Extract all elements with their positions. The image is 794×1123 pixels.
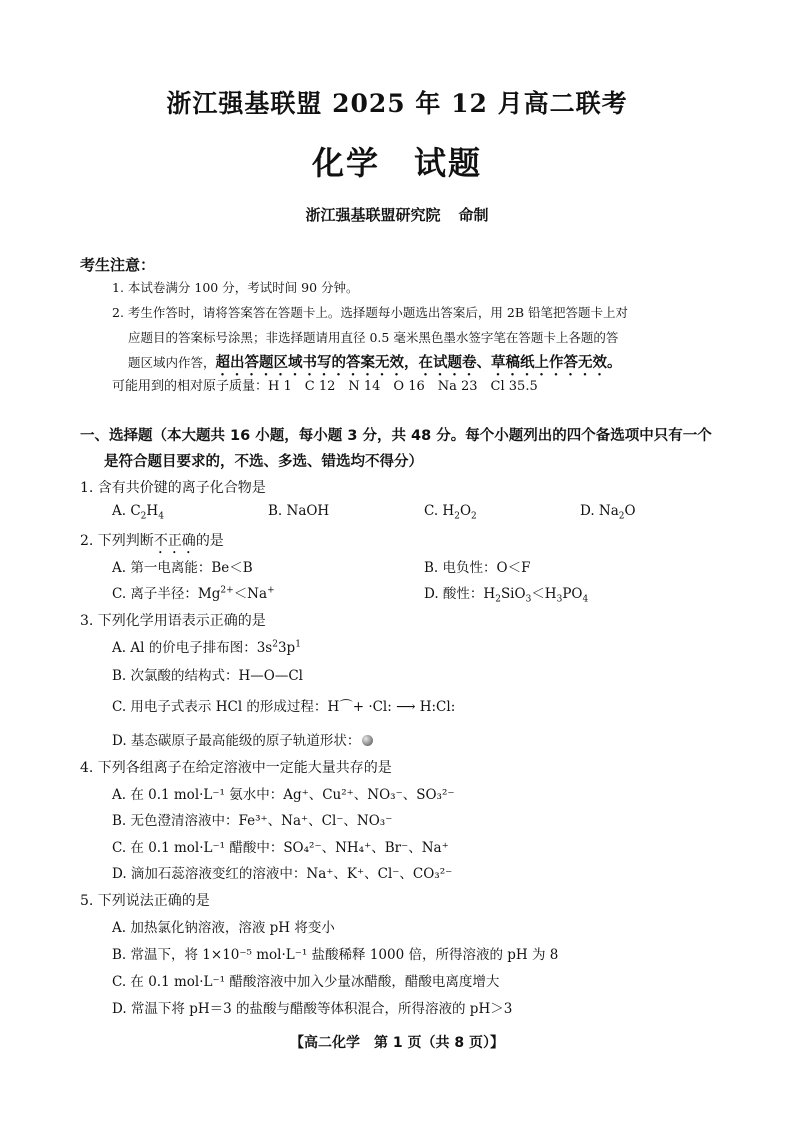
section-heading-line2: 是符合题目要求的，不选、多选、错选均不得分）: [104, 454, 423, 470]
opt-sub: 2: [454, 511, 460, 522]
opt-text: O: [459, 503, 472, 519]
opt-sub: 4: [158, 511, 164, 522]
question-5-stem: 5. 下列说法正确的是: [80, 893, 210, 909]
question-5-option-a: A. 加热氯化钠溶液，溶液 pH 将变小: [112, 920, 335, 936]
opt-sup: 1: [295, 639, 301, 650]
opt-sub: 2: [140, 511, 147, 522]
notice-item-2-plain: 题区域内作答，: [128, 355, 216, 370]
question-4-option-b: B. 无色澄清溶液中：Fe³⁺、Na⁺、Cl⁻、NO₃⁻: [112, 813, 393, 829]
question-1-option-b: B. NaOH: [268, 503, 330, 519]
question-5-option-b: B. 常温下，将 1×10⁻⁵ mol·L⁻¹ 盐酸稀释 1000 倍，所得溶液的 pH 为 8: [112, 947, 559, 963]
atomic-masses: 可能用到的相对原子质量：H 1 C 12 N 14 O 16 Na 23 Cl 35.5: [112, 379, 538, 394]
question-2-option-b: B. 电负性：O＜F: [424, 560, 531, 576]
maker-org: 浙江强基联盟研究院: [305, 206, 441, 224]
opt-sup: 2+: [220, 585, 234, 596]
subject-label: 试题: [414, 144, 483, 182]
notice-item-1: 1. 本试卷满分 100 分，考试时间 90 分钟。: [112, 280, 359, 295]
stem-text: 的是: [195, 533, 224, 549]
notice-item-2-emphasis: 超出答题区域书写的答案无效，在试题卷、草稿纸上作答无效。: [215, 355, 622, 371]
question-2-option-a: A. 第一电离能：Be＜B: [112, 560, 253, 576]
maker-label: 命制: [458, 206, 489, 224]
opt-text: C. H: [424, 503, 455, 519]
opt-text: D. 基态碳原子最高能级的原子轨道形状：: [112, 733, 361, 749]
opt-sub: 3: [525, 594, 532, 605]
question-2-stem: [80, 530, 224, 557]
opt-text: PO: [562, 586, 583, 602]
opt-text: ＜H: [531, 586, 557, 602]
opt-sub: 2: [618, 511, 625, 522]
exam-title: 浙江强基联盟 2025 年 12 月高二联考: [166, 89, 628, 118]
question-5-option-c: C. 在 0.1 mol·L⁻¹ 醋酸溶液中加入少量冰醋酸，醋酸电离度增大: [112, 974, 500, 990]
opt-text: A. C: [112, 503, 141, 519]
opt-sub: 2: [471, 511, 477, 522]
opt-sub: 3: [556, 594, 563, 605]
opt-sup: +: [267, 585, 275, 596]
subject-title: [0, 138, 794, 184]
question-1-stem: 1. 含有共价键的离子化合物是: [80, 480, 266, 496]
question-3-option-c: [112, 695, 455, 715]
notice-item-2: 2. 考生作答时，请将答案答在答题卡上。选择题每小题选出答案后，用 2B 铅笔把答题卡上对: [112, 305, 628, 320]
s-orbital-sphere-icon: [362, 735, 373, 746]
question-1-option-d: [580, 503, 636, 522]
question-4-stem: 4. 下列各组离子在给定溶液中一定能大量共存的是: [80, 760, 392, 776]
notice-heading: 考生注意：: [80, 256, 156, 274]
exam-maker: [0, 204, 794, 225]
question-3-option-b: B. 次氯酸的结构式：H—O—Cl: [112, 668, 303, 684]
opt-text: D. Na: [580, 503, 619, 519]
question-3-option-a: [112, 636, 301, 656]
opt-sub: 2: [495, 594, 501, 605]
opt-text: SiO: [500, 586, 526, 602]
question-4-option-c: C. 在 0.1 mol·L⁻¹ 醋酸中：SO₄²⁻、NH₄⁺、Br⁻、Na⁺: [112, 840, 449, 856]
question-1-option-c: [424, 503, 477, 522]
stem-text: 2. 下列判断: [80, 533, 154, 549]
question-2-option-d: [424, 582, 589, 605]
question-2-option-c: [112, 582, 275, 602]
opt-text: D. 酸性：H: [424, 586, 496, 602]
electron-dot-formula: H⌒+ ·Cl: ⟶ H:Cl:: [327, 699, 456, 715]
question-5-option-d: D. 常温下将 pH＝3 的盐酸与醋酸等体积混合，所得溶液的 pH＞3: [112, 1001, 513, 1017]
question-3-stem: 3. 下列化学用语表示正确的是: [80, 613, 266, 629]
opt-text: C. 离子半径：Mg: [112, 586, 221, 602]
stem-emphasis: 不正确: [153, 533, 196, 549]
page-footer: 【高二化学 第 1 页（共 8 页）】: [290, 1035, 504, 1051]
opt-text: O: [624, 503, 636, 519]
opt-text: H: [146, 503, 159, 519]
opt-text: 3p: [277, 640, 296, 656]
opt-text: A. Al 的价电子排布图：3s: [112, 640, 273, 656]
opt-sub: 4: [582, 594, 589, 605]
notice-item-2-line2: 应题目的答案标号涂黑；非选择题请用直径 0.5 毫米黑色墨水签字笔在答题卡上各题的答: [128, 330, 619, 345]
section-heading: 一、选择题（本大题共 16 小题，每小题 3 分，共 48 分。每个小题列出的四个备选项中只有一个: [80, 428, 712, 444]
question-3-option-d: [112, 729, 373, 749]
subject-name: 化学: [311, 144, 380, 182]
opt-text: C. 用电子式表示 HCl 的形成过程：: [112, 699, 328, 715]
opt-sup: 2: [272, 639, 278, 650]
question-1-option-a: [112, 503, 164, 522]
opt-text: ＜Na: [233, 586, 268, 602]
question-4-option-d: D. 滴加石蕊溶液变红的溶液中：Na⁺、K⁺、Cl⁻、CO₃²⁻: [112, 866, 453, 882]
question-4-option-a: A. 在 0.1 mol·L⁻¹ 氨水中：Ag⁺、Cu²⁺、NO₃⁻、SO₃²⁻: [112, 787, 455, 803]
